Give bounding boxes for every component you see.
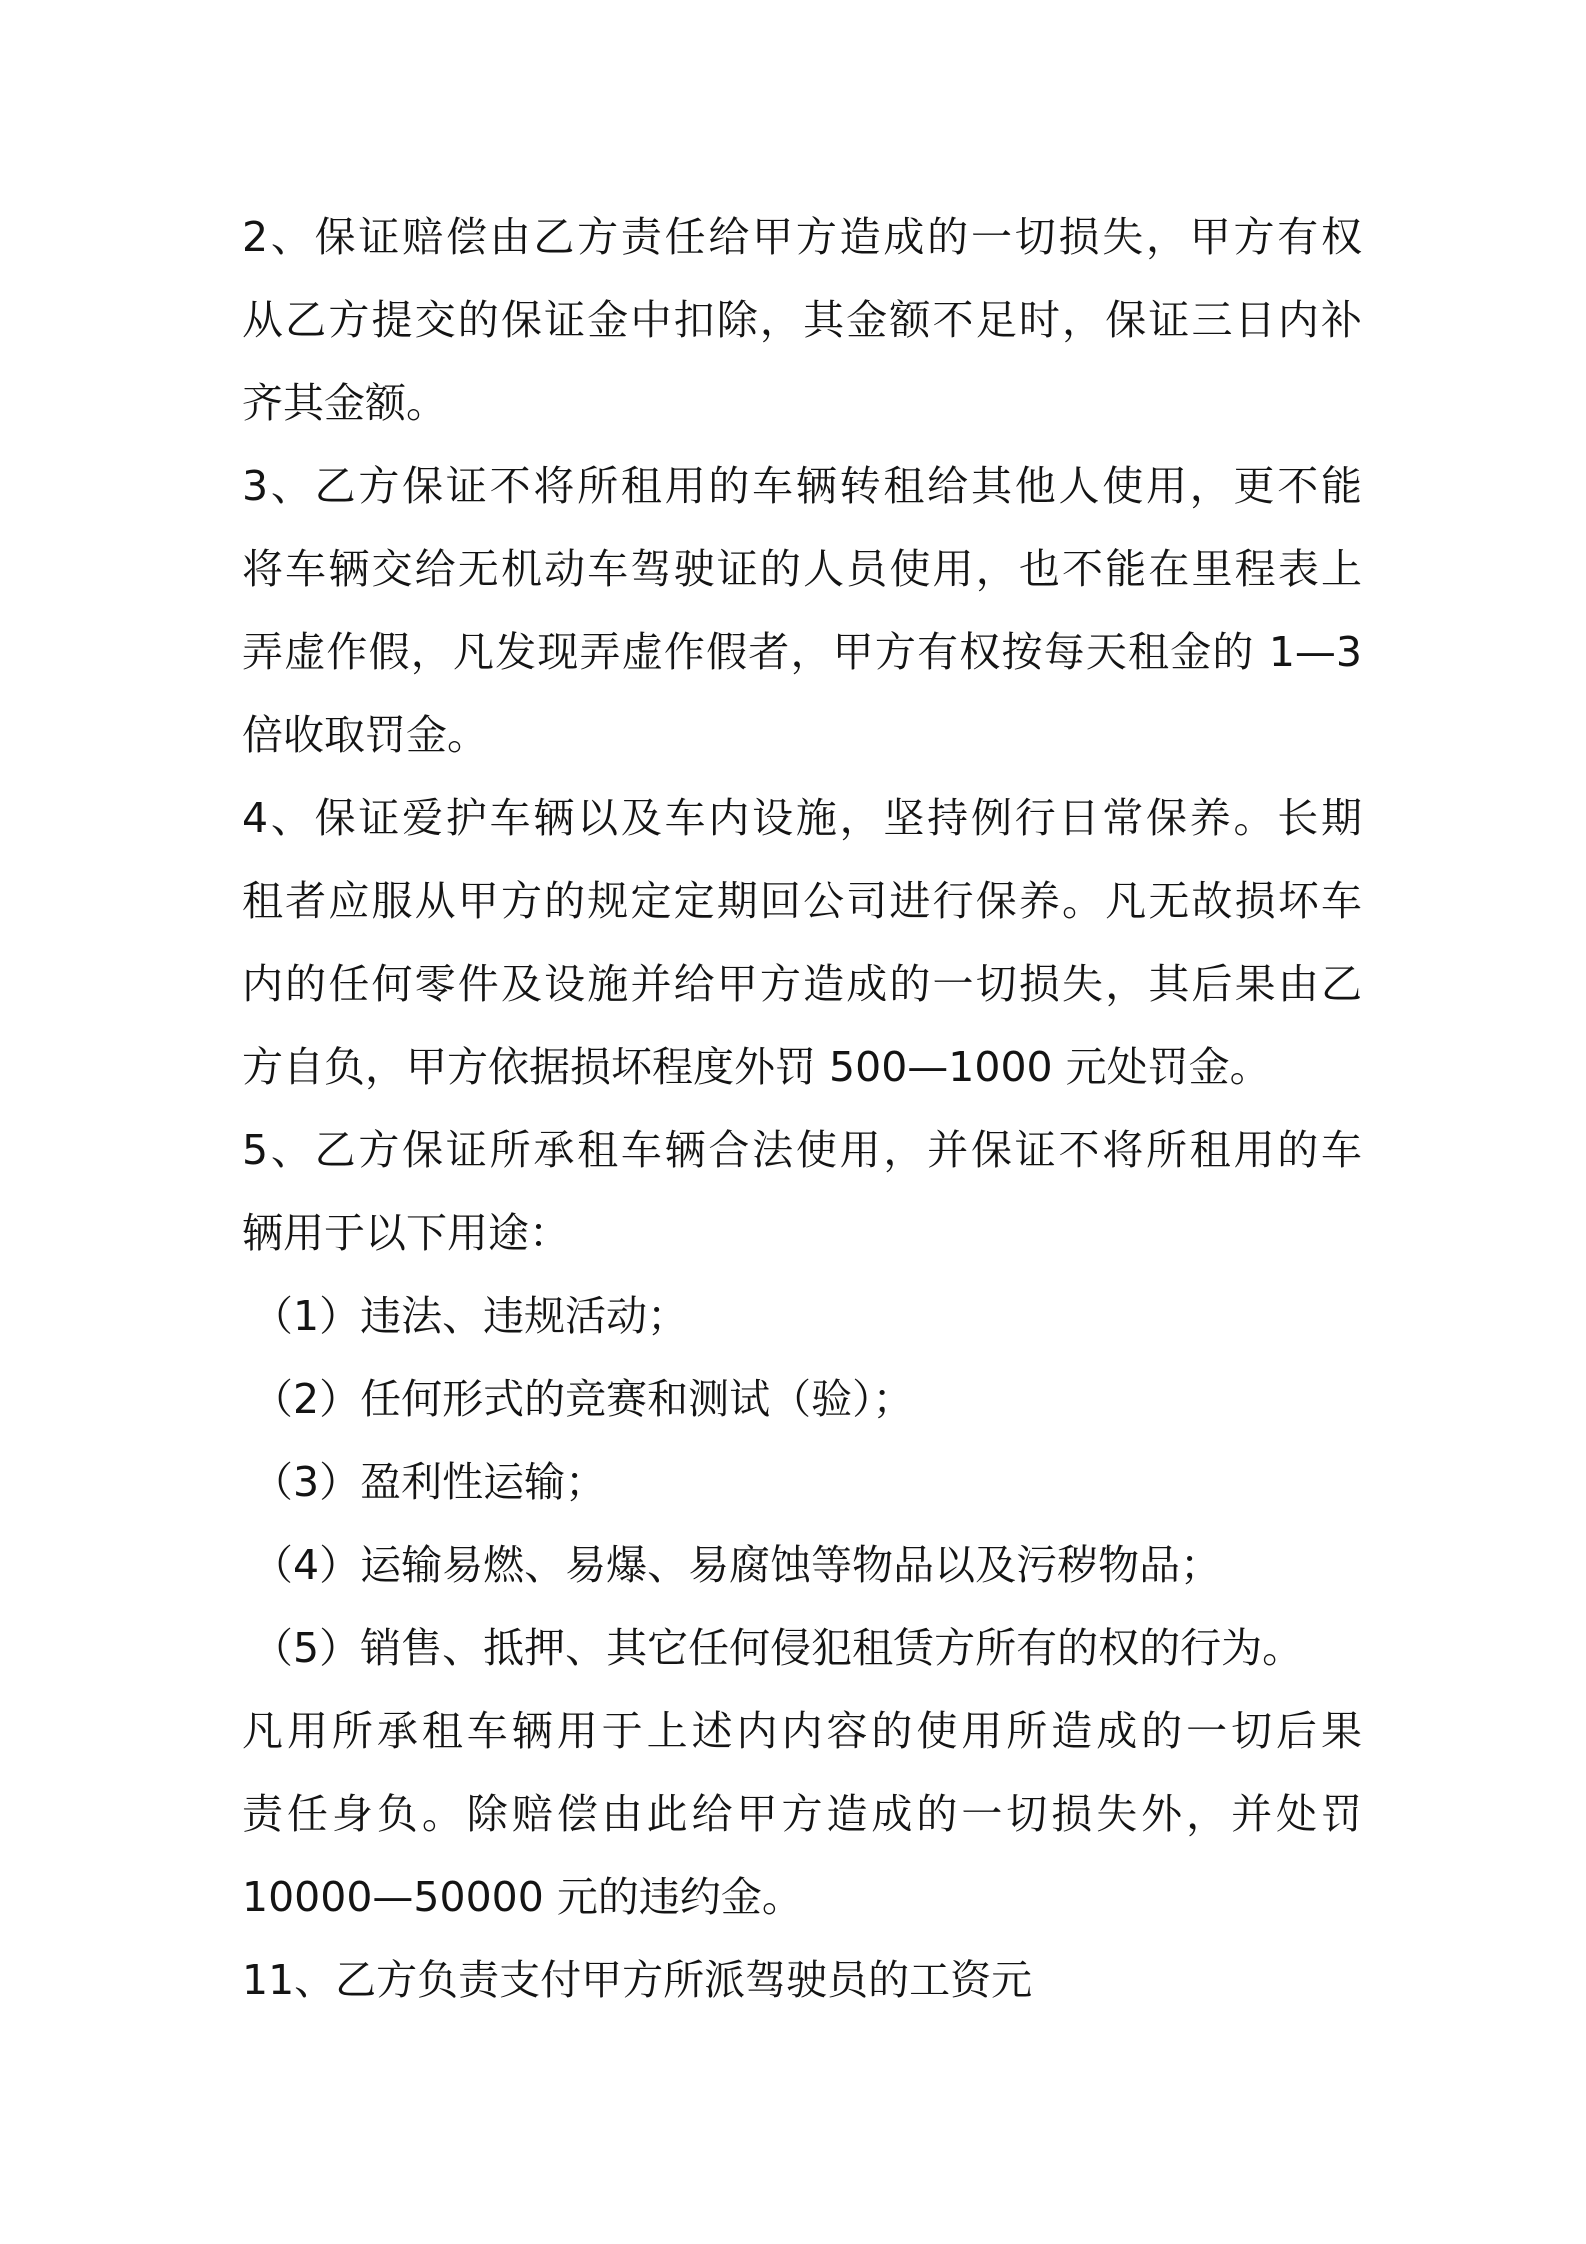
- text-line: 5、乙方保证所承租车辆合法使用，并保证不将所租用的车: [242, 1126, 1362, 1174]
- list-item: （4）运输易燃、易爆、易腐蚀等物品以及污秽物品；: [252, 1541, 1222, 1589]
- list-item: （1）违法、违规活动；: [252, 1292, 689, 1340]
- text-line: 2、保证赔偿由乙方责任给甲方造成的一切损失，甲方有权: [242, 213, 1362, 261]
- text-line: 齐其金额。: [242, 379, 447, 427]
- text-line: 凡用所承租车辆用于上述内内容的使用所造成的一切后果: [242, 1707, 1362, 1755]
- text-line: 10000—50000 元的违约金。: [242, 1873, 803, 1921]
- text-line: 4、保证爱护车辆以及车内设施，坚持例行日常保养。长期: [242, 794, 1362, 842]
- text-line: 方自负，甲方依据损坏程度外罚 500—1000 元处罚金。: [242, 1043, 1271, 1091]
- text-line: 内的任何零件及设施并给甲方造成的一切损失，其后果由乙: [242, 960, 1362, 1008]
- document-body: [242, 196, 1362, 2022]
- list-item: （3）盈利性运输；: [252, 1458, 607, 1506]
- text-line: 弄虚作假，凡发现弄虚作假者，甲方有权按每天租金的 1—3: [242, 628, 1362, 676]
- text-line: 11、乙方负责支付甲方所派驾驶员的工资元: [242, 1956, 1033, 2004]
- text-line: 3、乙方保证不将所租用的车辆转租给其他人使用，更不能: [242, 462, 1362, 510]
- text-line: 将车辆交给无机动车驾驶证的人员使用，也不能在里程表上: [242, 545, 1362, 593]
- text-line: 倍收取罚金。: [242, 711, 488, 759]
- text-line: 责任身负。除赔偿由此给甲方造成的一切损失外，并处罚: [242, 1790, 1362, 1838]
- list-item: （5）销售、抵押、其它任何侵犯租赁方所有的权的行为。: [252, 1624, 1304, 1672]
- text-line: 辆用于以下用途：: [242, 1209, 570, 1257]
- text-line: 租者应服从甲方的规定定期回公司进行保养。凡无故损坏车: [242, 877, 1362, 925]
- text-line: 从乙方提交的保证金中扣除，其金额不足时，保证三日内补: [242, 296, 1362, 344]
- list-item: （2）任何形式的竞赛和测试（验）；: [252, 1375, 914, 1423]
